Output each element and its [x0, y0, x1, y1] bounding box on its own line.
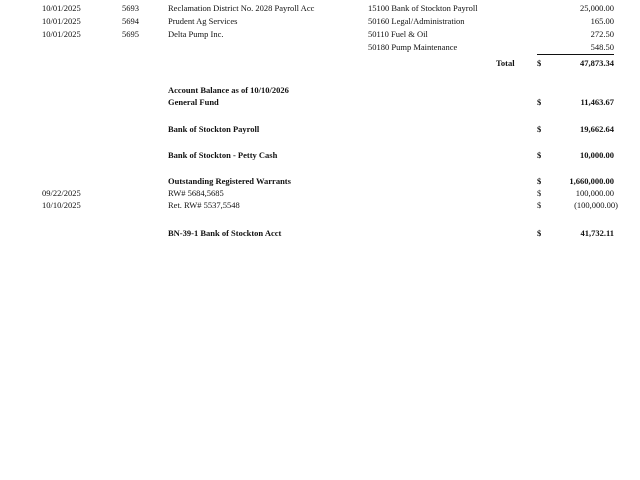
warrants-row — [0, 176, 640, 187]
bn-account-label: BN-39-1 Bank of Stockton Acct — [168, 228, 282, 238]
general-fund-row — [0, 97, 640, 108]
payment-amount: 548.50 — [590, 42, 614, 52]
payment-number: 5693 — [122, 3, 139, 13]
petty-cash-amount: 10,000.00 — [580, 150, 614, 160]
general-fund-currency: $ — [537, 97, 542, 107]
payment-number: 5695 — [122, 29, 139, 39]
payroll-label: Bank of Stockton Payroll — [168, 124, 260, 134]
payroll-amount: 19,662.64 — [580, 124, 614, 134]
warrant-label: Ret. RW# 5537,5548 — [168, 200, 240, 210]
bn-account-row — [0, 228, 640, 239]
balance-heading-row — [0, 85, 640, 96]
payment-account: 50110 Fuel & Oil — [368, 29, 428, 39]
payment-row — [0, 16, 640, 27]
payment-row — [0, 29, 640, 40]
warrant-row — [0, 188, 640, 199]
bn-account-amount: 41,732.11 — [580, 228, 614, 238]
payment-amount: 272.50 — [590, 29, 614, 39]
warrant-amount: (100,000.00) — [574, 200, 618, 210]
payment-payee: Reclamation District No. 2028 Payroll Acc — [168, 3, 315, 13]
warrants-label: Outstanding Registered Warrants — [168, 176, 291, 186]
total-rule — [537, 54, 614, 55]
payment-row — [0, 3, 640, 14]
bn-account-currency: $ — [537, 228, 542, 238]
warrant-amount: 100,000.00 — [575, 188, 614, 198]
total-currency: $ — [537, 58, 542, 68]
payment-amount: 25,000.00 — [580, 3, 614, 13]
warrant-date: 10/10/2025 — [42, 200, 81, 210]
warrant-label: RW# 5684,5685 — [168, 188, 224, 198]
total-amount: 47,873.34 — [580, 58, 614, 68]
payment-date: 10/01/2025 — [42, 29, 81, 39]
payment-date: 10/01/2025 — [42, 3, 81, 13]
warrant-date: 09/22/2025 — [42, 188, 81, 198]
total-label: Total — [496, 58, 515, 68]
warrant-currency: $ — [537, 200, 542, 210]
warrant-row — [0, 200, 640, 211]
payment-account: 50180 Pump Maintenance — [368, 42, 458, 52]
petty-cash-label: Bank of Stockton - Petty Cash — [168, 150, 278, 160]
general-fund-amount: 11,463.67 — [580, 97, 614, 107]
payment-payee: Prudent Ag Services — [168, 16, 238, 26]
payment-number: 5694 — [122, 16, 139, 26]
total-row — [0, 58, 640, 69]
payment-payee: Delta Pump Inc. — [168, 29, 224, 39]
payment-account: 15100 Bank of Stockton Payroll — [368, 3, 478, 13]
payment-account: 50160 Legal/Administration — [368, 16, 465, 26]
payroll-currency: $ — [537, 124, 542, 134]
petty-cash-currency: $ — [537, 150, 542, 160]
warrant-currency: $ — [537, 188, 542, 198]
general-fund-label: General Fund — [168, 97, 219, 107]
warrants-currency: $ — [537, 176, 542, 186]
payroll-row — [0, 124, 640, 135]
payment-row — [0, 42, 640, 53]
warrants-amount: 1,660,000.00 — [569, 176, 614, 186]
payment-date: 10/01/2025 — [42, 16, 81, 26]
balance-heading: Account Balance as of 10/10/2026 — [168, 85, 289, 95]
payment-amount: 165.00 — [590, 16, 614, 26]
petty-cash-row — [0, 150, 640, 161]
